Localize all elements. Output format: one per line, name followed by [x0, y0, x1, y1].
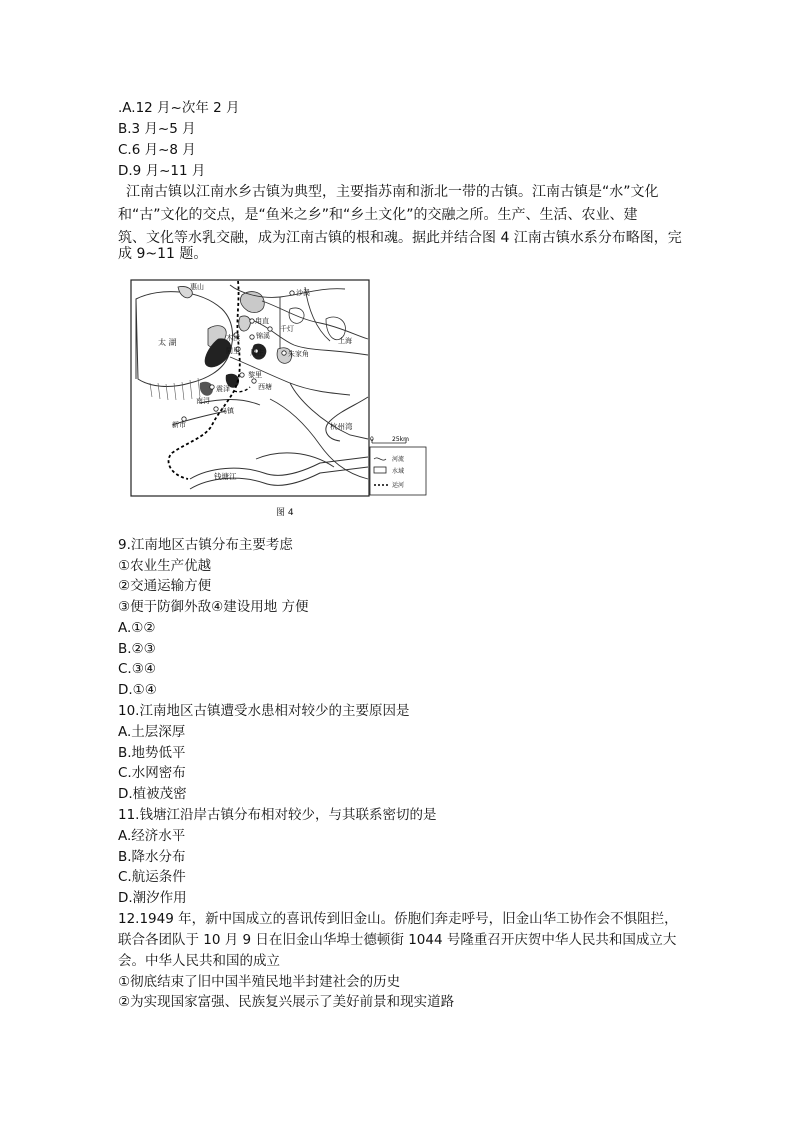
label-zhouzhuang-zhi: 甪直: [255, 317, 269, 325]
label-shanghai: 上海: [338, 337, 352, 345]
q9-option-a: A.①②: [118, 620, 156, 636]
q12-line-1: 12.1949 年，新中国成立的喜讯传到旧金山。侨胞们奔走呼号，旧金山华工协作会不惧阻拦，: [118, 911, 678, 927]
label-qiantangjiang: 钱塘江: [214, 472, 237, 481]
prev-option-d: D.9 月~11 月: [118, 163, 206, 179]
q12-line-3: 会。中华人民共和国的成立: [118, 953, 280, 969]
label-wuzhen: 乌镇: [220, 407, 234, 415]
prev-option-c: C.6 月~8 月: [118, 142, 196, 158]
q9-stem: 9.江南地区古镇分布主要考虑: [118, 537, 293, 553]
label-zhenze: 震泽: [216, 385, 230, 393]
q10-option-a: A.土层深厚: [118, 724, 186, 740]
map-caption: 图 4: [276, 508, 294, 518]
label-huishan: 惠山: [190, 283, 204, 291]
label-nanxun: 南浔: [196, 397, 210, 405]
q12-line-2: 联合各团队于 10 月 9 日在旧金山华埠士德顿街 1044 号隆重召开庆贺中华人民共和国成立大: [118, 932, 677, 948]
label-xitang: 西塘: [258, 383, 272, 391]
label-hangzhouwan: 杭州湾: [330, 422, 353, 431]
intro-line-3: 筑、文化等水乳交融，成为江南古镇的根和魂。据此并结合图 4 江南古镇水系分布略图，完: [118, 230, 682, 246]
q11-option-c: C.航运条件: [118, 869, 186, 885]
q11-option-d: D.潮汐作用: [118, 890, 187, 906]
q9-option-b: B.②③: [118, 641, 156, 657]
label-shaxi: 沙溪: [296, 289, 310, 297]
q10-option-c: C.水网密布: [118, 765, 186, 781]
label-lili: 黎里: [248, 371, 262, 379]
prev-option-a: .A.12 月~次年 2 月: [118, 100, 240, 116]
label-qiandeng: 千灯: [280, 325, 294, 333]
water-system-map: [130, 279, 430, 499]
legend-canal: 运河: [392, 482, 405, 489]
q9-option-d: D.①④: [118, 682, 157, 698]
q11-option-b: B.降水分布: [118, 849, 186, 865]
q9-option-c: C.③④: [118, 661, 156, 677]
intro-line-4: 成 9~11 题。: [118, 246, 208, 262]
legend-water: 水域: [392, 468, 405, 475]
q9-item-3: ③便于防御外敌④建设用地 方便: [118, 599, 309, 615]
q10-option-d: D.植被茂密: [118, 786, 187, 802]
scale-zero: 0: [370, 436, 374, 443]
scale-distance: 25km: [392, 436, 409, 443]
label-taihu: 太 湖: [158, 338, 177, 347]
q11-stem: 11.钱塘江沿岸古镇分布相对较少，与其联系密切的是: [118, 807, 437, 823]
label-zhujiajiao: 朱家角: [288, 350, 309, 358]
prev-option-b: B.3 月~5 月: [118, 121, 196, 137]
label-tongli: 同里: [226, 347, 240, 355]
q10-option-b: B.地势低平: [118, 745, 186, 761]
intro-line-2: 和“古”文化的交点，是“鱼米之乡”和“乡土文化”的交融之所。生产、生活、农业、建: [118, 207, 638, 223]
q12-item-1: ①彻底结束了旧中国半殖民地半封建社会的历史: [118, 974, 401, 990]
intro-line-1: 江南古镇以江南水乡古镇为典型，主要指苏南和浙北一带的古镇。江南古镇是“水”文化: [126, 184, 659, 200]
label-jinxi: 锦溪: [256, 332, 270, 340]
label-zhouzhuang: 周庄: [250, 349, 264, 357]
q11-option-a: A.经济水平: [118, 828, 186, 844]
q10-stem: 10.江南地区古镇遭受水患相对较少的主要原因是: [118, 703, 410, 719]
q9-item-2: ②交通运输方便: [118, 578, 212, 594]
q9-item-1: ①农业生产优越: [118, 558, 212, 574]
label-xinshi: 新市: [172, 421, 186, 429]
legend-river: 河流: [392, 456, 405, 463]
label-mudu: 木渎: [226, 334, 240, 342]
q12-item-2: ②为实现国家富强、民族复兴展示了美好前景和现实道路: [118, 994, 455, 1010]
